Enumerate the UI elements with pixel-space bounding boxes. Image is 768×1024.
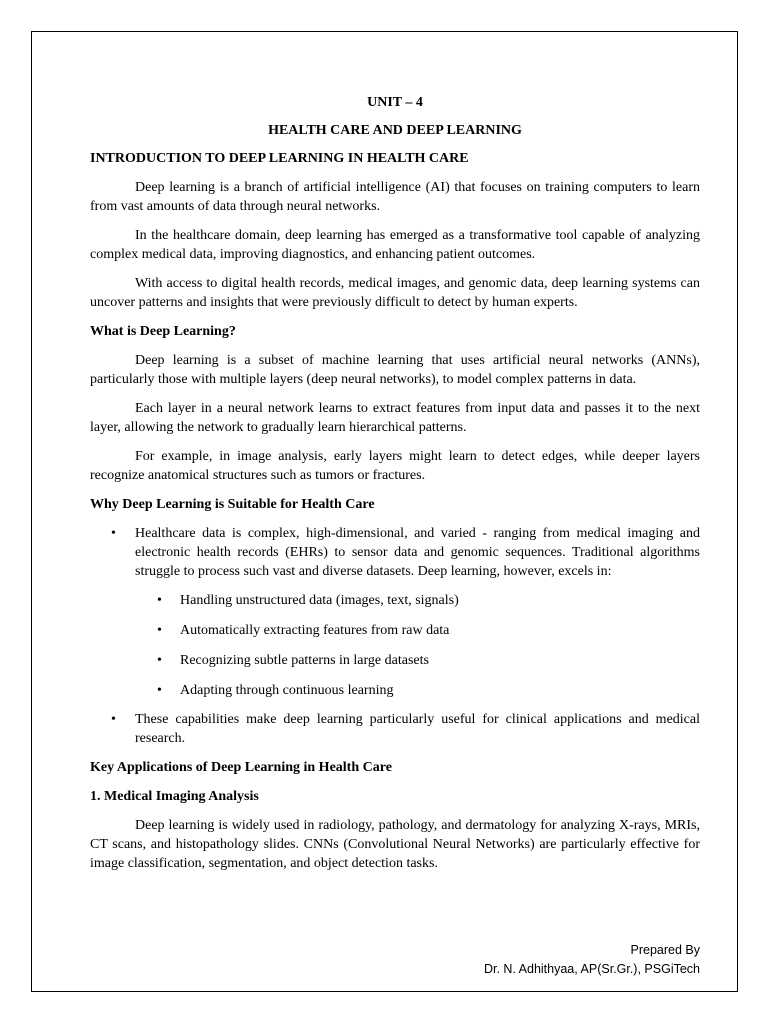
what-paragraph: Deep learning is a subset of machine learning that uses artificial neural networks (ANNs), particularly those with multiple layers (deep neural networks), to model complex patterns in data.: [90, 353, 700, 387]
sub-bullet-text: Automatically extracting features from raw data: [180, 623, 450, 638]
intro-heading: INTRODUCTION TO DEEP LEARNING IN HEALTH CARE: [90, 151, 469, 166]
imaging-paragraph: Deep learning is widely used in radiology, pathology, and dermatology for analyzing X-rays, MRIs, CT scans, and histopathology slides. CNNs (Convolutional Neural Networks) are particularly effective for image classification, segmentation, and object detection tasks.: [90, 818, 700, 871]
sub-bullet-text: Adapting through continuous learning: [180, 683, 394, 698]
sub-bullet-text: Recognizing subtle patterns in large datasets: [180, 653, 429, 668]
intro-paragraph: With access to digital health records, medical images, and genomic data, deep learning systems can uncover patterns and insights that were previously difficult to detect by human experts.: [90, 276, 700, 310]
unit-title: UNIT – 4: [367, 95, 423, 110]
list-item: [135, 681, 700, 700]
intro-paragraph: Deep learning is a branch of artificial intelligence (AI) that focuses on training computers to learn from vast amounts of data through neural networks.: [90, 180, 700, 214]
bullet-icon: •: [157, 623, 162, 638]
why-heading: Why Deep Learning is Suitable for Health Care: [90, 497, 375, 512]
list-item: [90, 524, 700, 700]
intro-paragraph: In the healthcare domain, deep learning has emerged as a transformative tool capable of analyzing complex medical data, improving diagnostics, and enhancing patient outcomes.: [90, 228, 700, 262]
footer-author: Dr. N. Adhithyaa, AP(Sr.Gr.), PSGiTech: [483, 962, 700, 976]
list-item: [135, 621, 700, 640]
footer-prepared-by: Prepared By: [630, 943, 700, 957]
footer: [484, 941, 700, 979]
sub-bullet-text: Handling unstructured data (images, text, signals): [180, 593, 459, 608]
document-body: [90, 93, 700, 883]
what-paragraph: Each layer in a neural network learns to extract features from input data and passes it to the next layer, allowing the network to gradually learn hierarchical patterns.: [90, 401, 700, 435]
bullet-icon: •: [157, 683, 162, 698]
list-item: [135, 591, 700, 610]
bullet-text: These capabilities make deep learning particularly useful for clinical applications and medical research.: [135, 712, 700, 746]
list-item: [90, 710, 700, 748]
applications-heading: Key Applications of Deep Learning in Health Care: [90, 760, 392, 775]
bullet-icon: •: [111, 712, 116, 727]
sub-bullet-list: [135, 591, 700, 700]
what-paragraph: For example, in image analysis, early layers might learn to detect edges, while deeper layers recognize anatomical structures such as tumors or fractures.: [90, 449, 700, 483]
main-title: HEALTH CARE AND DEEP LEARNING: [268, 123, 522, 138]
bullet-icon: •: [157, 593, 162, 608]
why-bullet-list: [90, 524, 700, 748]
list-item: [135, 651, 700, 670]
bullet-icon: •: [157, 653, 162, 668]
bullet-icon: •: [111, 526, 116, 541]
bullet-text: Healthcare data is complex, high-dimensional, and varied - ranging from medical imaging and electronic health records (EHRs) to sensor data and genomic sequences. Traditional algorithms struggle to process such vast and diverse datasets. Deep learning, however, excels in:: [135, 526, 700, 579]
what-heading: What is Deep Learning?: [90, 324, 236, 339]
imaging-heading: 1. Medical Imaging Analysis: [90, 789, 259, 804]
